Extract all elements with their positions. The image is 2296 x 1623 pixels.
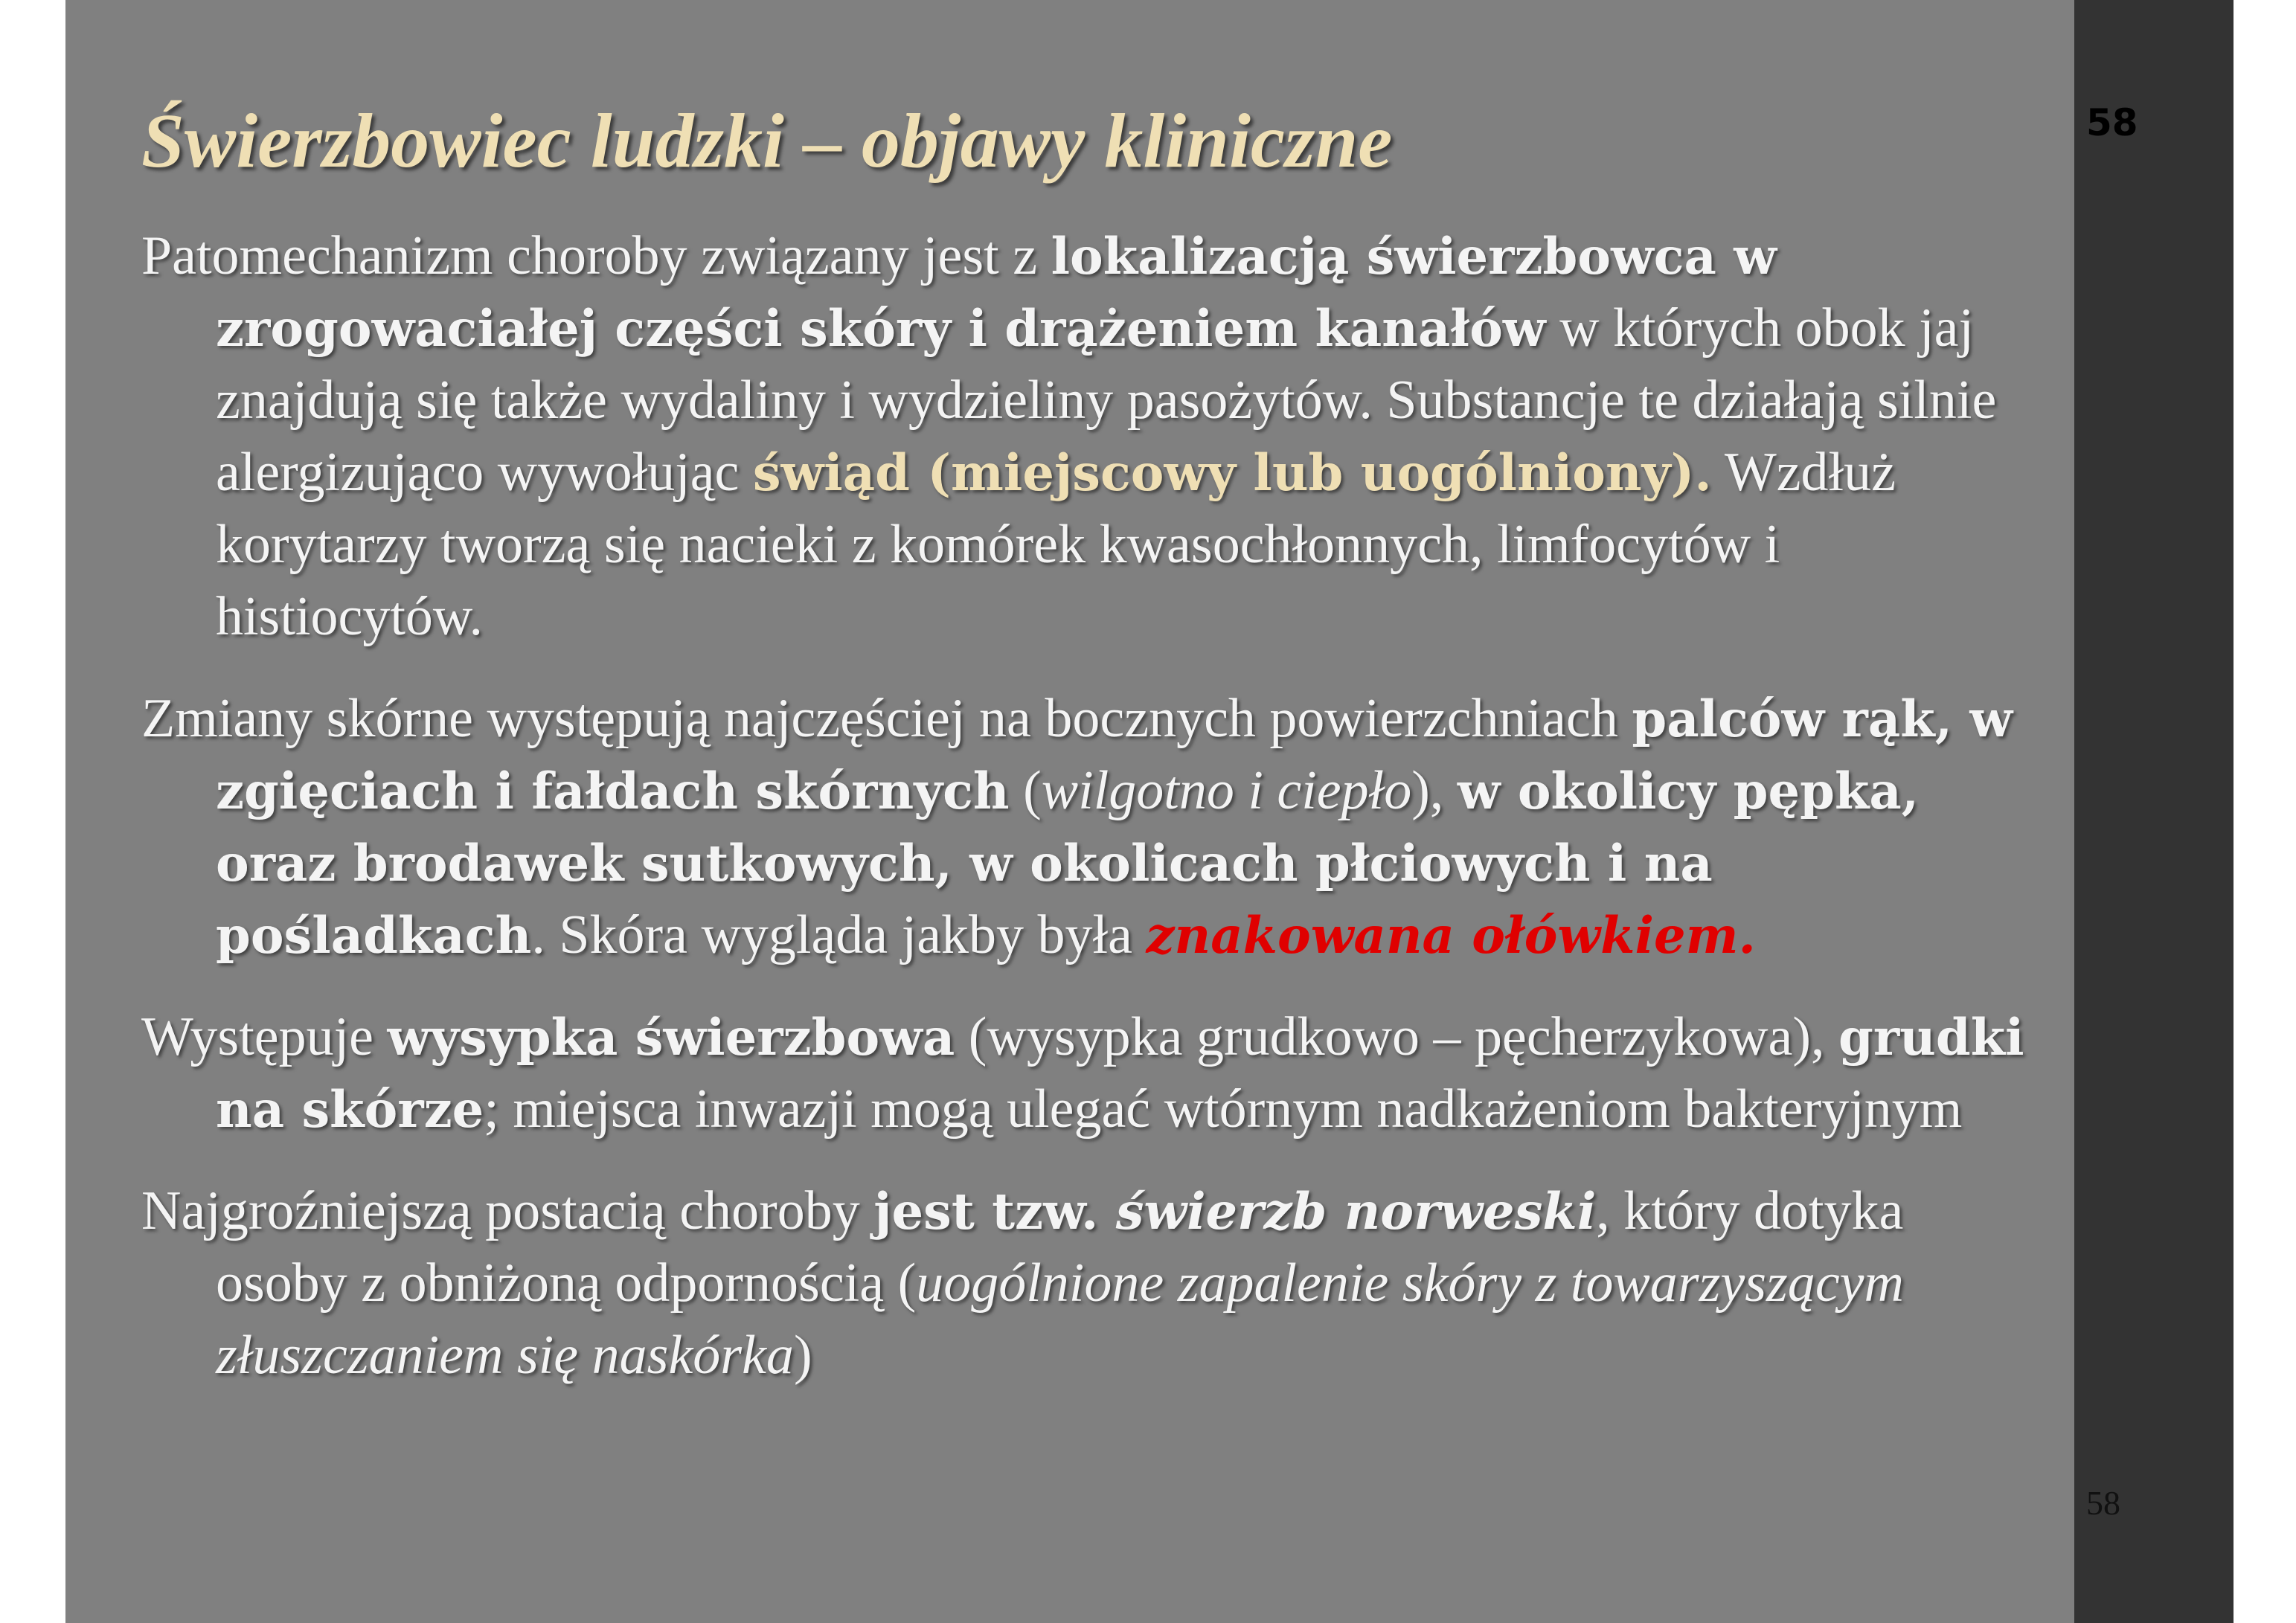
text-segment-red: znakowana ołówkiem. [1146, 906, 1756, 965]
text-segment-bold: wysypka świerzbowa [387, 1008, 955, 1067]
text-segment-bold: grudki na skórze [216, 1008, 2024, 1139]
paragraph-rash [141, 1001, 2046, 1145]
text-segment-bold: w okolicy pępka, oraz brodawek sutkowych, w okolicach płciowych i na pośladkach [216, 762, 1920, 965]
text-segment: . Skóra wygląda jakby była [531, 904, 1147, 965]
slide-sidebar [2074, 0, 2234, 1623]
text-segment: ; miejsca inwazji mogą ulegać wtórnym nadkażeniom bakteryjnym [484, 1079, 1963, 1140]
text-segment: ) [793, 1325, 812, 1386]
text-segment: w których obok jaj znajdują się także wydaliny i wydzieliny pasożytów. Substancje te działają silnie alergizująco wywołując [216, 298, 1997, 503]
page-number-top: 58 [2086, 101, 2138, 144]
text-segment: Patomechanizm choroby związany jest z [141, 225, 1051, 286]
text-segment-bold-italic: świerzb norweski [1115, 1182, 1597, 1241]
text-segment-italic: uogólnione zapalenie skóry z towarzyszącym złuszczaniem się naskórka [216, 1253, 1904, 1386]
text-segment: ( [1009, 760, 1042, 821]
text-segment-bold: lokalizacją świerzbowca w zrogowaciałej części skóry i drążeniem kanałów [216, 227, 1777, 358]
text-segment-bold: palców rąk, w zgięciach i fałdach skórnych [216, 690, 2013, 820]
slide-title: Świerzbowiec ludzki – objawy kliniczne [141, 98, 1393, 184]
slide-body [141, 220, 2046, 1392]
paragraph-norwegian-scabies [141, 1175, 2046, 1392]
text-segment-bold: jest tzw. [873, 1182, 1116, 1241]
paragraph-pathomechanism [141, 220, 2046, 653]
text-segment: Występuje [141, 1006, 388, 1067]
page-number-bottom: 58 [2086, 1484, 2120, 1522]
text-segment: (wysypka grudkowo – pęcherzykowa), [955, 1006, 1838, 1067]
paragraph-skin-changes [141, 683, 2046, 971]
text-segment-bold-gold: świąd (miejscowy lub uogólniony). [752, 443, 1712, 502]
text-segment: Najgroźniejszą postacią choroby [141, 1180, 874, 1241]
text-segment: ), [1411, 760, 1458, 821]
text-segment: Zmiany skórne występują najczęściej na bocznych powierzchniach [141, 688, 1632, 749]
text-segment: Wzdłuż korytarzy tworzą się nacieki z komórek kwasochłonnych, limfocytów i histiocytów. [216, 442, 1896, 647]
text-segment: , który dotyka osoby z obniżoną odpornością ( [216, 1180, 1904, 1314]
text-segment-italic: wilgotno i ciepło [1041, 760, 1412, 821]
